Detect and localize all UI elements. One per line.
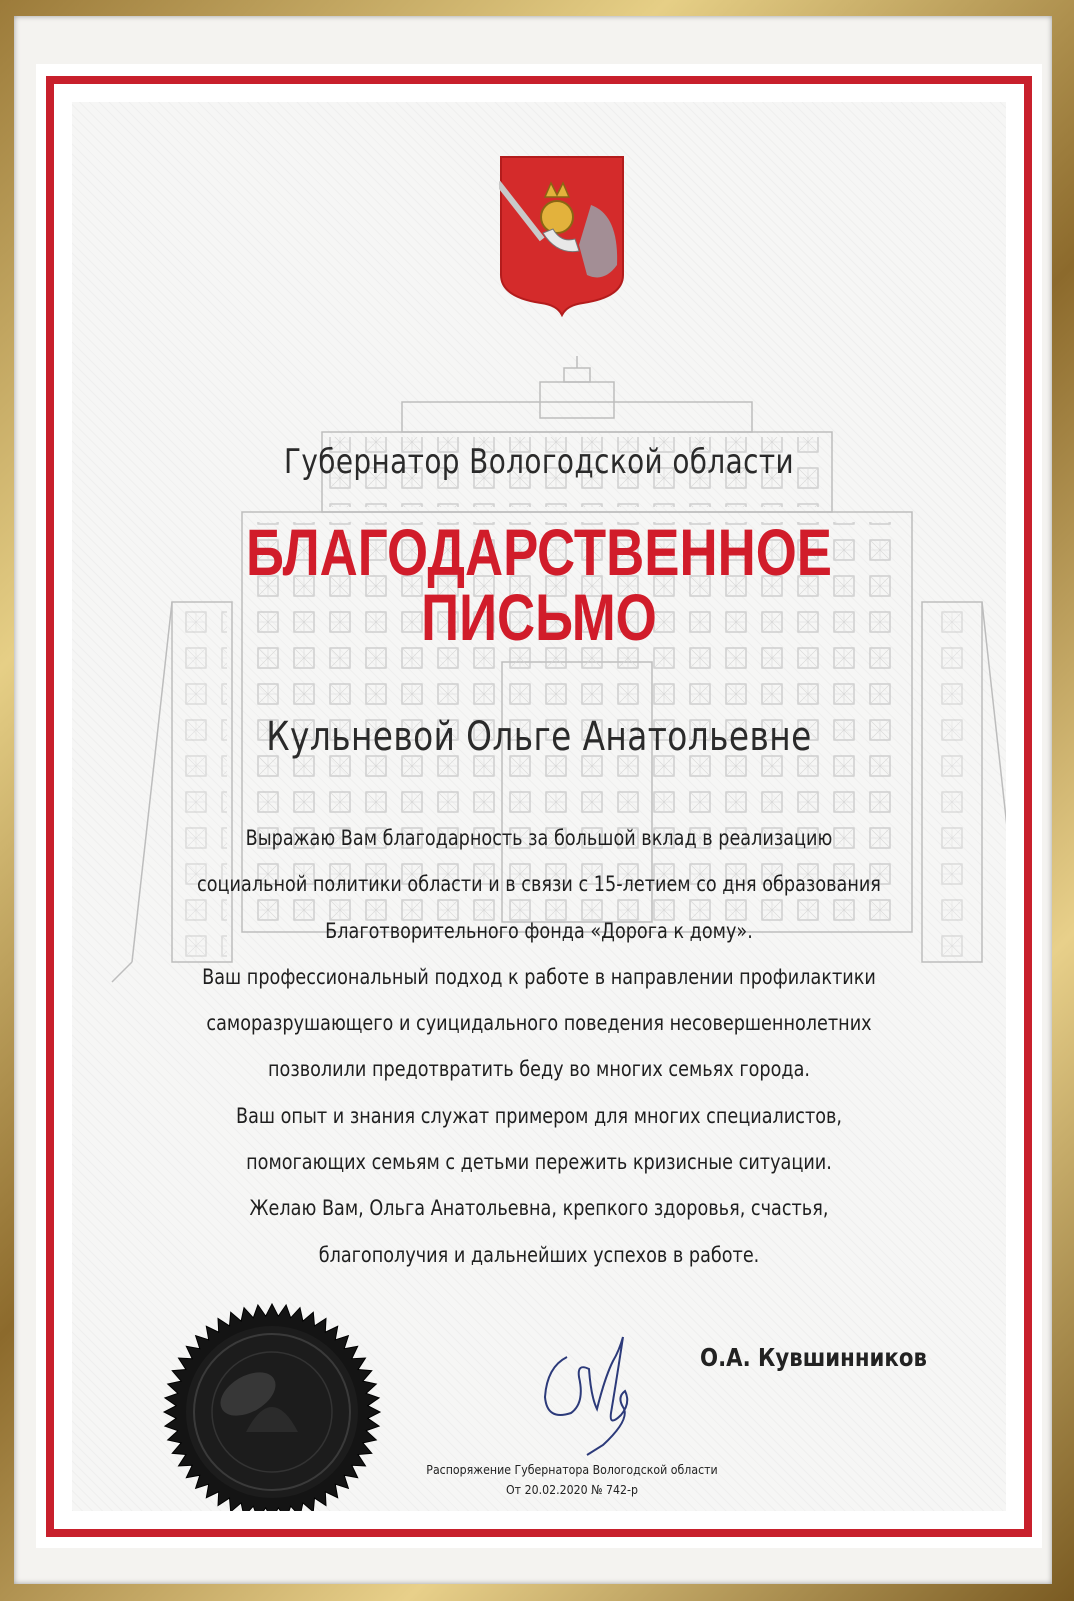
body-line: Выражаю Вам благодарность за большой вклад в реализацию [245, 826, 833, 850]
body-line: саморазрушающего и суицидального поведения несовершеннолетних [206, 1011, 872, 1036]
body-line: Благотворительного фонда «Дорога к дому». [325, 918, 753, 943]
vologda-coat-of-arms-icon [499, 155, 625, 317]
decree-line2: От 20.02.2020 № 742-р [506, 1482, 638, 1497]
decree-reference [402, 1460, 742, 1500]
body-line: социальной политики области и в связи с 15-летием со дня образования [197, 872, 881, 897]
letter-body [72, 815, 1006, 1278]
body-line: помогающих семьям с детьми пережить кризисные ситуации. [246, 1150, 832, 1175]
frame-mat [14, 16, 1052, 1584]
body-line: Ваш профессиональный подход к работе в направлении профилактики [202, 964, 876, 989]
body-line: Желаю Вам, Ольга Анатольевна, крепкого здоровья, счастья, [249, 1196, 829, 1221]
issuer-heading: Губернатор Вологодской области [283, 442, 795, 482]
signer-name: О.А. Кувшинников [700, 1343, 927, 1372]
certificate-sheet [36, 64, 1042, 1548]
gold-foil-seal-icon [162, 1302, 382, 1511]
red-border [46, 76, 1032, 1537]
certificate-content [72, 102, 1006, 1511]
recipient-name: Кульневой Ольге Анатольевне [266, 714, 812, 760]
document-title-line2: ПИСЬМО [421, 580, 657, 654]
body-line: благополучия и дальнейших успехов в работе. [318, 1242, 760, 1267]
body-line: позволили предотвратить беду во многих семьях города. [267, 1057, 811, 1082]
body-line: Ваш опыт и знания служат примером для многих специалистов, [235, 1103, 843, 1128]
handwritten-signature [527, 1317, 657, 1457]
decree-line1: Распоряжение Губернатора Вологодской области [426, 1462, 718, 1477]
document-title-line1: БЛАГОДАРСТВЕННОЕ [245, 515, 833, 589]
